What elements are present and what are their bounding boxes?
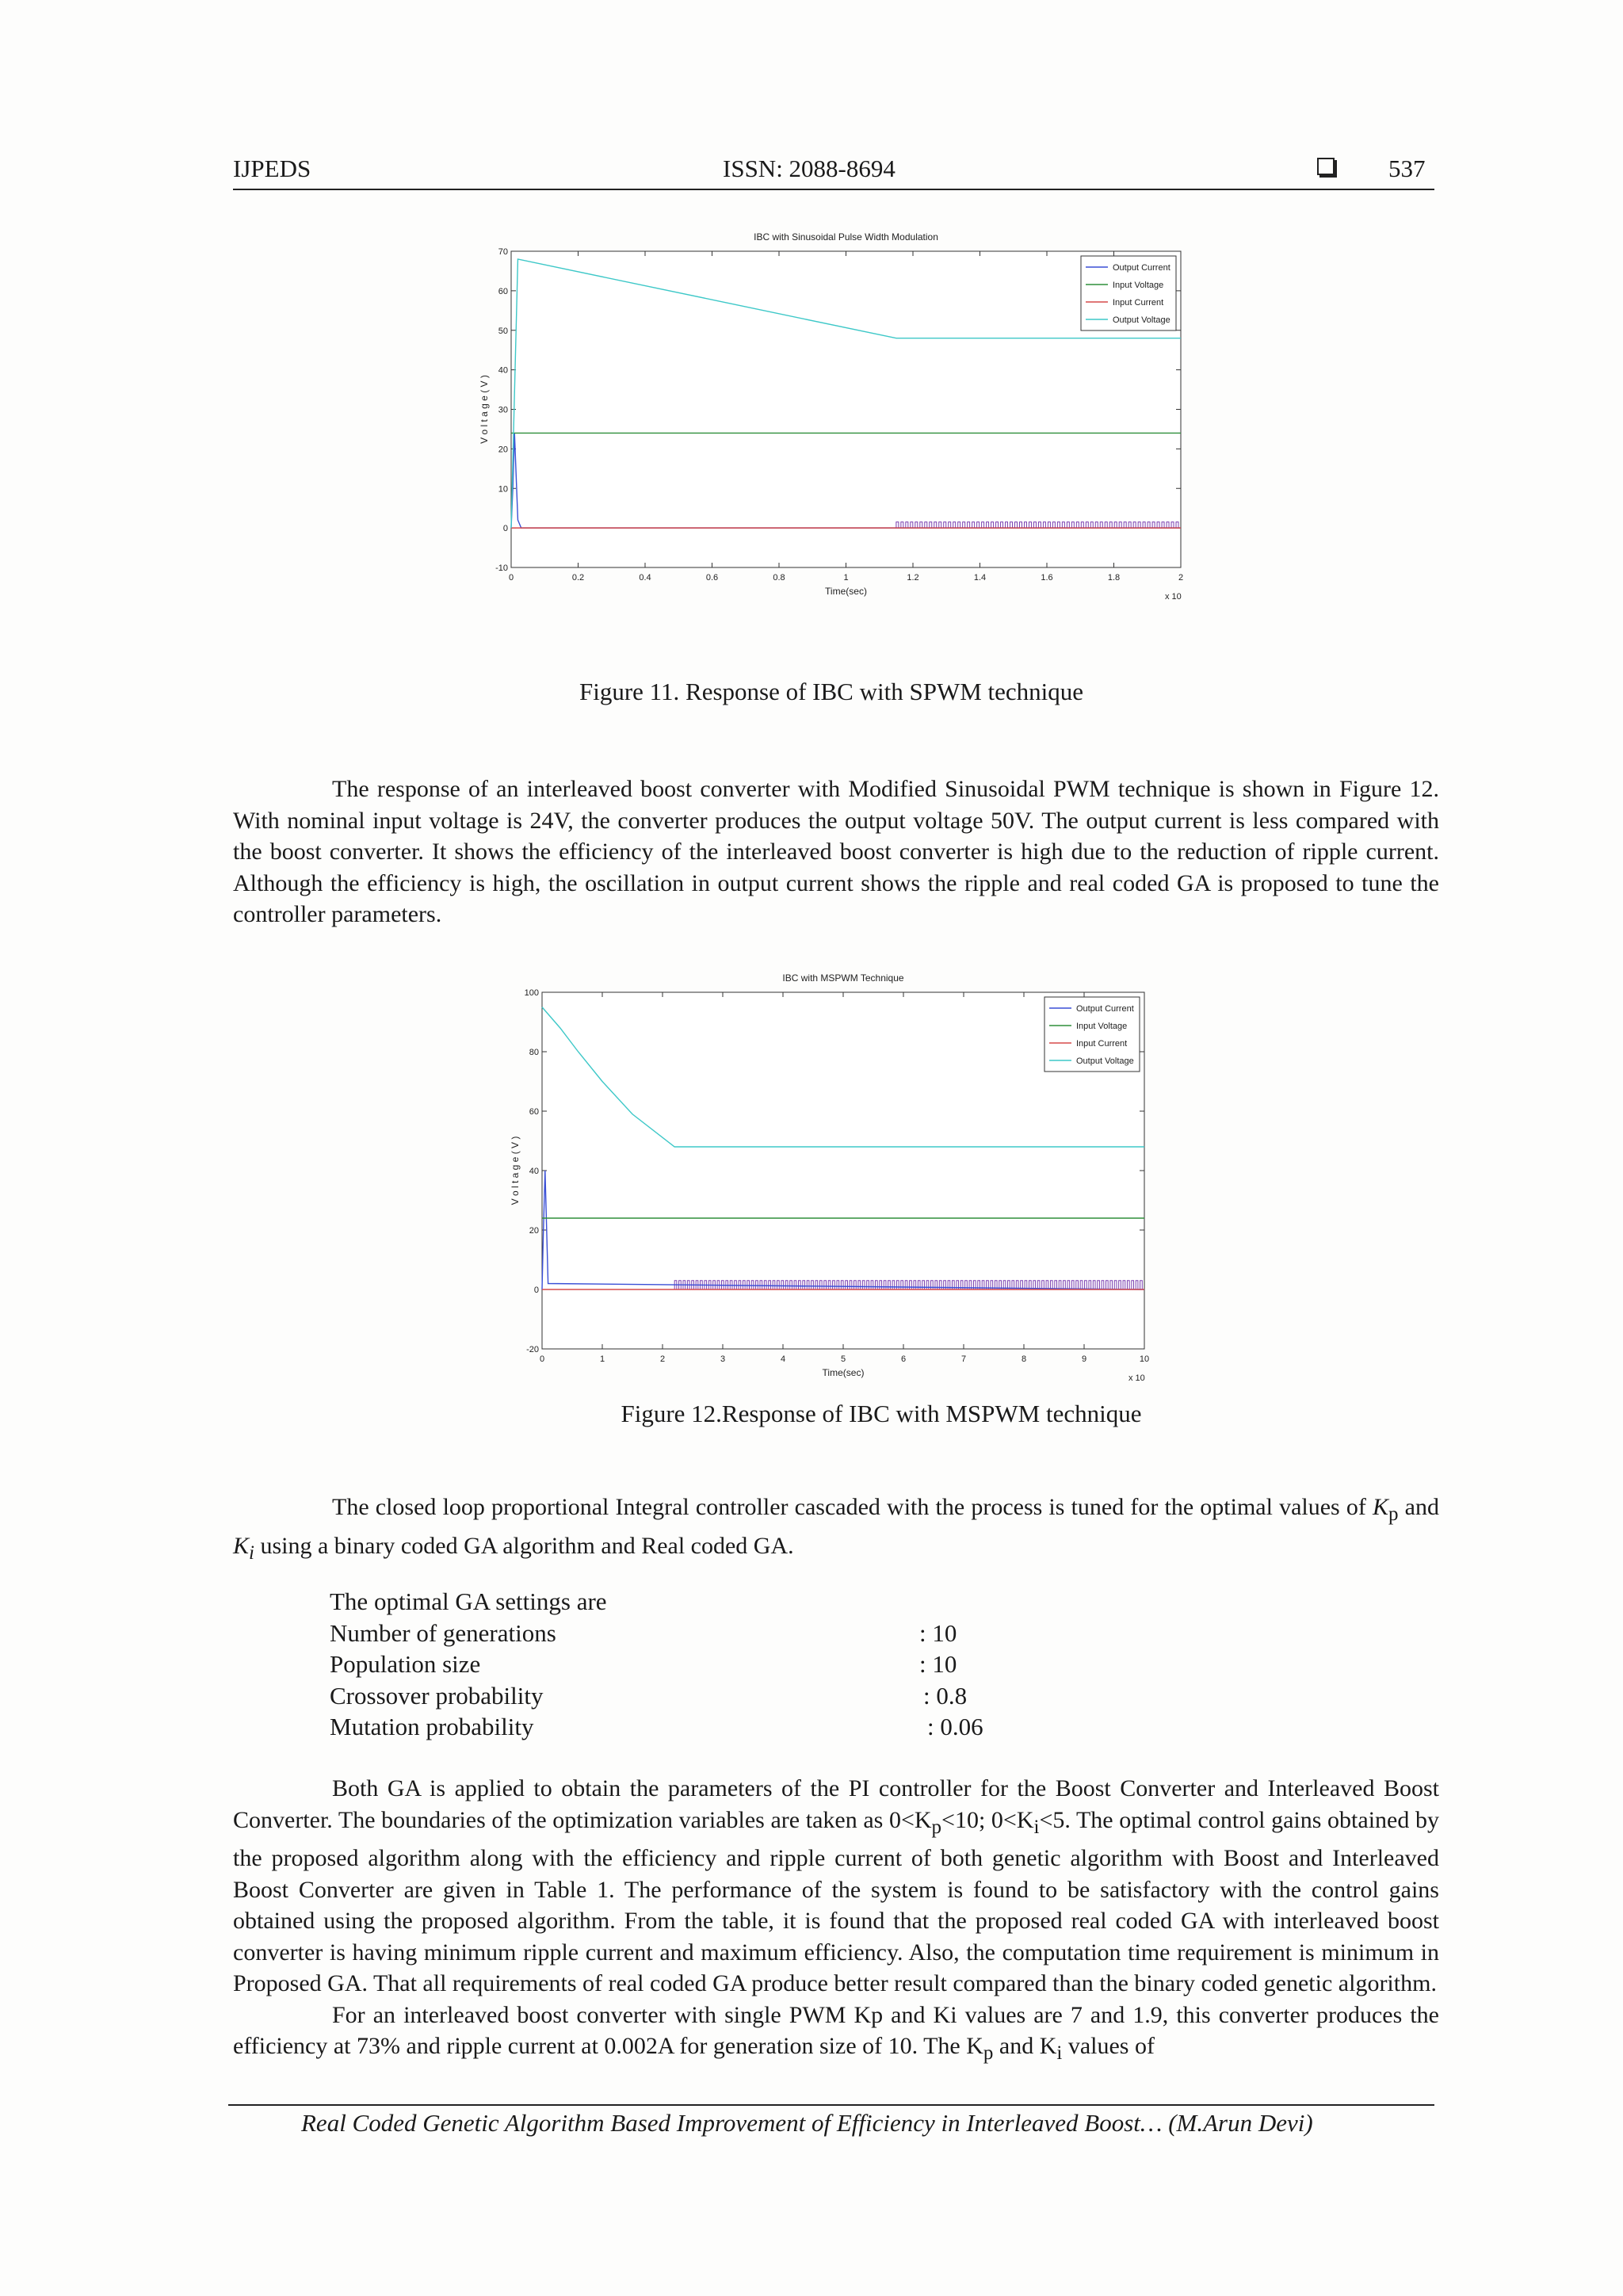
y-tick-label: 50	[498, 326, 508, 336]
x-axis-label: Time(sec)	[822, 1367, 865, 1378]
issn: ISSN: 2088-8694	[723, 155, 896, 182]
figure-12-caption: Figure 12.Response of IBC with MSPWM technique	[621, 1400, 1142, 1427]
y-tick-label: 100	[524, 988, 539, 998]
ki-subscript: i	[1056, 2042, 1063, 2064]
plot-area	[511, 251, 1181, 567]
ga-setting-label: Population size	[330, 1650, 481, 1678]
kp-symbol: K	[1373, 1494, 1389, 1520]
paragraph-4-text	[233, 2000, 1439, 2069]
figure-12-chart	[507, 959, 1165, 1403]
x-tick-label: 2	[1178, 573, 1184, 583]
y-tick-label: 60	[498, 286, 508, 296]
ga-setting-label: Crossover probability	[330, 1682, 544, 1710]
y-tick-label: 20	[529, 1226, 539, 1236]
x-tick-label: 0	[508, 573, 514, 583]
y-tick-label: 0	[502, 524, 508, 534]
x-tick-label: 0.4	[639, 573, 651, 583]
page-number: 537	[1388, 155, 1426, 182]
paragraph-3	[233, 1773, 1439, 2069]
footer-rule	[228, 2104, 1434, 2106]
kp-subscript: p	[931, 1816, 942, 1838]
paragraph-3-text	[233, 1773, 1439, 2000]
legend-label: Output Voltage	[1113, 315, 1170, 325]
paragraph-2-part: and	[1398, 1494, 1439, 1520]
y-tick-label: 60	[529, 1107, 539, 1117]
x-tick-label: 1	[843, 573, 849, 583]
legend-label: Input Current	[1113, 298, 1164, 308]
x-tick-label: 3	[720, 1354, 726, 1364]
paragraph-3-part: <5. The optimal control gains obtained by the proposed algorithm along with the efficiency and ripple current of both genetic algorithm with Boost and Interleaved Boost Converter are given in Table 1. The performance of the system is found to be satisfactory with the control gains obtained using the proposed algorithm. From the table, it is found that the proposed real coded GA with interleaved boost converter is having minimum ripple current and maximum efficiency. Also, the computation time requirement is minimum in Proposed GA. That all requirements of real coded GA produce better result compared than the binary coded genetic algorithm.	[233, 1806, 1439, 1996]
paragraph-2-part: The closed loop proportional Integral controller cascaded with the process is tuned for the optimal values of	[332, 1494, 1373, 1520]
y-axis-label: V o l t a g e ( V )	[479, 375, 490, 444]
square-bullet-icon	[1317, 158, 1335, 175]
x-tick-label: 4	[780, 1354, 786, 1364]
paragraph-2	[233, 1492, 1439, 1568]
paragraph-3-part: <10; 0<K	[941, 1806, 1034, 1833]
x-tick-label: 0.6	[705, 573, 719, 583]
x-tick-label: 8	[1021, 1354, 1027, 1364]
x-multiplier: x 10	[1128, 1373, 1145, 1383]
y-axis-label: V o l t a g e ( V )	[510, 1136, 521, 1205]
x-tick-label: 1.8	[1107, 573, 1121, 583]
x-tick-label: 1.2	[907, 573, 919, 583]
x-tick-label: 0	[539, 1354, 545, 1364]
ki-symbol: K	[233, 1532, 250, 1559]
ga-setting-value: : 0.8	[923, 1682, 968, 1710]
x-axis-label: Time(sec)	[825, 586, 867, 597]
x-multiplier: x 10	[1165, 592, 1182, 602]
header-rule	[233, 189, 1434, 190]
legend-label: Input Voltage	[1113, 281, 1164, 290]
x-tick-label: 0.2	[571, 573, 585, 583]
y-tick-label: -20	[526, 1345, 539, 1354]
footer-citation: Real Coded Genetic Algorithm Based Improvement of Efficiency in Interleaved Boost… (M.Arun Devi)	[301, 2109, 1313, 2137]
paragraph-1-text: The response of an interleaved boost converter with Modified Sinusoidal PWM technique is shown in Figure 12. With nominal input voltage is 24V, the converter produces the output voltage 50V. The output current is less compared with the boost converter. It shows the efficiency of the interleaved boost converter is high due to the reduction of ripple current. Although the efficiency is high, the oscillation in output current shows the ripple and real coded GA is proposed to tune the controller parameters.	[233, 776, 1439, 927]
y-tick-label: 20	[498, 445, 508, 455]
x-tick-label: 9	[1081, 1354, 1087, 1364]
y-tick-label: 80	[529, 1048, 539, 1057]
figure-11-caption: Figure 11. Response of IBC with SPWM technique	[579, 678, 1084, 705]
y-tick-label: 40	[498, 365, 508, 376]
ga-settings-intro: The optimal GA settings are	[330, 1587, 607, 1615]
paragraph-2-part: using a binary coded GA algorithm and Real coded GA.	[254, 1532, 794, 1559]
ki-subscript: i	[1033, 1816, 1040, 1838]
y-tick-label: 0	[533, 1286, 539, 1295]
ga-setting-value: : 10	[919, 1650, 957, 1678]
x-tick-label: 5	[840, 1354, 846, 1364]
paragraph-4-part: For an interleaved boost converter with single PWM Kp and Ki values are 7 and 1.9, this converter produces the efficiency at 73% and ripple current at 0.002A for generation size of 10. The K	[233, 2001, 1439, 2059]
y-tick-label: 30	[498, 405, 508, 415]
ga-setting-label: Mutation probability	[330, 1713, 534, 1740]
x-tick-label: 1	[599, 1354, 605, 1364]
chart-title: IBC with MSPWM Technique	[782, 972, 904, 984]
ga-setting-label: Number of generations	[330, 1619, 556, 1647]
kp-subscript: p	[1388, 1503, 1399, 1525]
figure-11-chart	[468, 222, 1197, 618]
paragraph-1	[233, 774, 1439, 930]
x-tick-label: 0.8	[773, 573, 785, 583]
ga-setting-value: : 0.06	[927, 1713, 983, 1740]
y-tick-label: 70	[498, 247, 508, 257]
kp-subscript: p	[983, 2042, 994, 2064]
x-tick-label: 1.4	[973, 573, 987, 583]
y-tick-label: 10	[498, 484, 508, 495]
ki-subscript: i	[249, 1541, 254, 1564]
legend-label: Output Current	[1076, 1004, 1134, 1014]
legend-label: Input Current	[1076, 1039, 1128, 1049]
legend-label: Output Voltage	[1076, 1056, 1134, 1066]
x-tick-label: 10	[1139, 1354, 1150, 1364]
y-tick-label: -10	[495, 563, 508, 573]
legend-label: Output Current	[1113, 263, 1170, 273]
x-tick-label: 6	[900, 1354, 907, 1364]
x-tick-label: 7	[960, 1354, 967, 1364]
x-tick-label: 1.6	[1041, 573, 1053, 583]
paragraph-2-text	[233, 1492, 1439, 1568]
paragraph-4-part: values of	[1062, 2033, 1155, 2059]
paragraph-4-part: and K	[993, 2033, 1057, 2059]
x-tick-label: 2	[659, 1354, 666, 1364]
journal-name: IJPEDS	[233, 155, 311, 182]
chart-title: IBC with Sinusoidal Pulse Width Modulation	[754, 231, 938, 243]
legend-label: Input Voltage	[1076, 1022, 1128, 1031]
y-tick-label: 40	[529, 1167, 539, 1176]
ga-setting-value: : 10	[919, 1619, 957, 1647]
paragraph-3-part: Both GA is applied to obtain the parameters of the PI controller for the Boost Converter and Interleaved Boost Converter. The boundaries of the optimization variables are taken as 0<K	[233, 1775, 1439, 1833]
